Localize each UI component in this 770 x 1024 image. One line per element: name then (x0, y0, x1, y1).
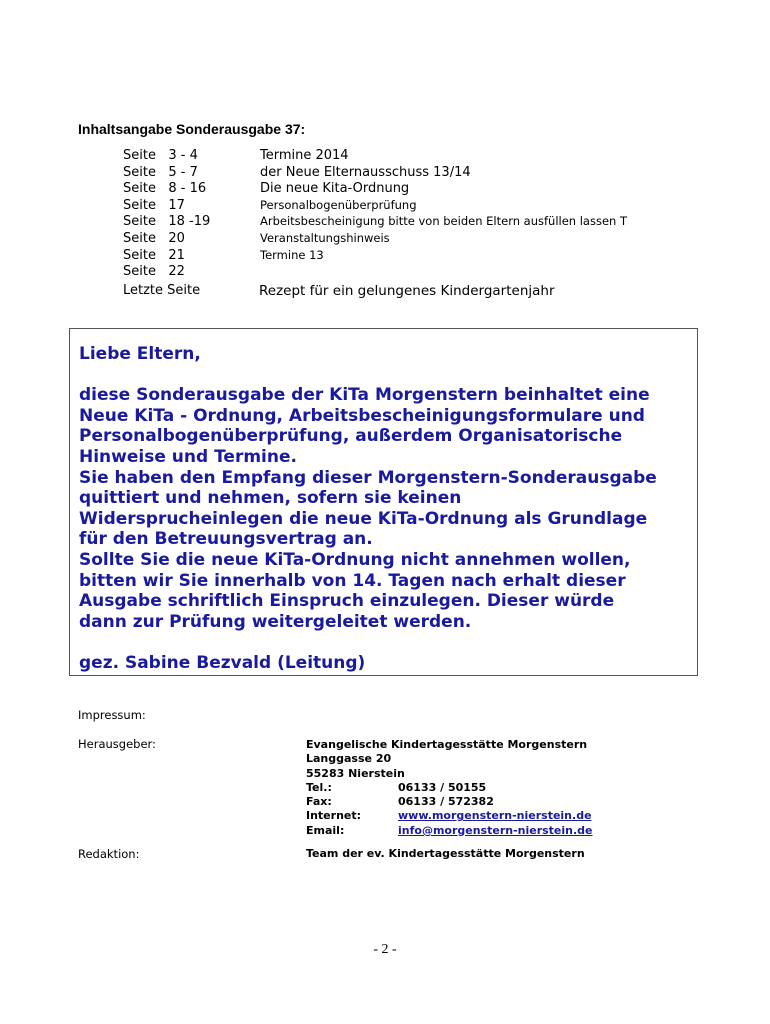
notice-signature: gez. Sabine Bezvald (Leitung) (79, 652, 366, 673)
editorial-label: Redaktion: (78, 847, 140, 861)
fax-value: 06133 / 572382 (398, 795, 494, 809)
notice-line: Personalbogenüberprüfung, außerdem Organisatorische (79, 426, 623, 447)
notice-line: Widersprucheinlegen die neue KiTa-Ordnung als Grundlage (79, 508, 648, 529)
email-label: Email: (306, 823, 345, 837)
toc-page: Seite 20 (123, 230, 185, 246)
toc-desc: Arbeitsbescheinigung bitte von beiden Eltern ausfüllen lassen T (260, 214, 628, 229)
fax-label: Fax: (306, 795, 332, 809)
website-link[interactable]: www.morgenstern-nierstein.de (398, 809, 592, 823)
email-link[interactable]: info@morgenstern-nierstein.de (398, 823, 593, 837)
toc-desc: der Neue Elternausschuss 13/14 (260, 164, 471, 180)
tel-label: Tel.: (306, 780, 332, 794)
notice-line: Hinweise und Termine. (79, 446, 297, 467)
toc-page: Letzte Seite (123, 282, 201, 298)
page-number: - 2 - (373, 942, 397, 957)
notice-line: diese Sonderausgabe der KiTa Morgenstern beinhaltet eine (79, 385, 650, 406)
editorial-team: Team der ev. Kindertagesstätte Morgenstern (306, 847, 585, 860)
toc-page: Seite 21 (123, 247, 185, 263)
publisher-name: Evangelische Kindertagesstätte Morgenstern (306, 738, 588, 751)
publisher-city: 55283 Nierstein (306, 766, 405, 780)
publisher-street: Langgasse 20 (306, 752, 392, 766)
toc-page: Seite 18 -19 (123, 214, 211, 230)
toc-page: Seite 17 (123, 197, 185, 213)
internet-label: Internet: (306, 809, 362, 823)
toc-desc: Veranstaltungshinweis (260, 230, 390, 245)
notice-box (69, 328, 698, 676)
notice-line: bitten wir Sie innerhalb von 14. Tagen nach erhalt dieser (79, 570, 626, 591)
notice-line: Ausgabe schriftlich Einspruch einzulegen. Dieser würde (79, 591, 615, 612)
notice-line: quittiert und nehmen, sofern sie keinen (79, 488, 462, 509)
toc-desc: Termine 13 (260, 247, 324, 262)
notice-line: für den Betreuungsvertrag an. (79, 529, 373, 550)
notice-line: Neue KiTa - Ordnung, Arbeitsbescheinigungsformulare und (79, 405, 645, 426)
toc-title: Inhaltsangabe Sonderausgabe 37: (78, 121, 306, 137)
tel-value: 06133 / 50155 (398, 780, 487, 794)
toc-desc: Rezept für ein gelungenes Kindergartenjahr (259, 282, 555, 299)
publisher-label: Herausgeber: (78, 737, 156, 751)
toc-desc: Die neue Kita-Ordnung (260, 181, 410, 197)
toc-page: Seite 5 - 7 (123, 164, 198, 180)
notice-greeting: Liebe Eltern, (79, 344, 201, 364)
impressum-label: Impressum: (78, 708, 146, 722)
toc-desc: Personalbogenüberprüfung (260, 197, 417, 212)
notice-text (79, 344, 694, 674)
notice-line: dann zur Prüfung weitergeleitet werden. (79, 611, 472, 632)
toc-page: Seite 22 (123, 264, 185, 280)
toc-page: Seite 3 - 4 (123, 148, 198, 163)
toc-page: Seite 8 - 16 (123, 181, 207, 197)
notice-line: Sollte Sie die neue KiTa-Ordnung nicht annehmen wollen, (79, 549, 631, 570)
notice-line: Sie haben den Empfang dieser Morgenstern-Sonderausgabe (79, 467, 657, 488)
toc-desc: Termine 2014 (260, 148, 349, 163)
